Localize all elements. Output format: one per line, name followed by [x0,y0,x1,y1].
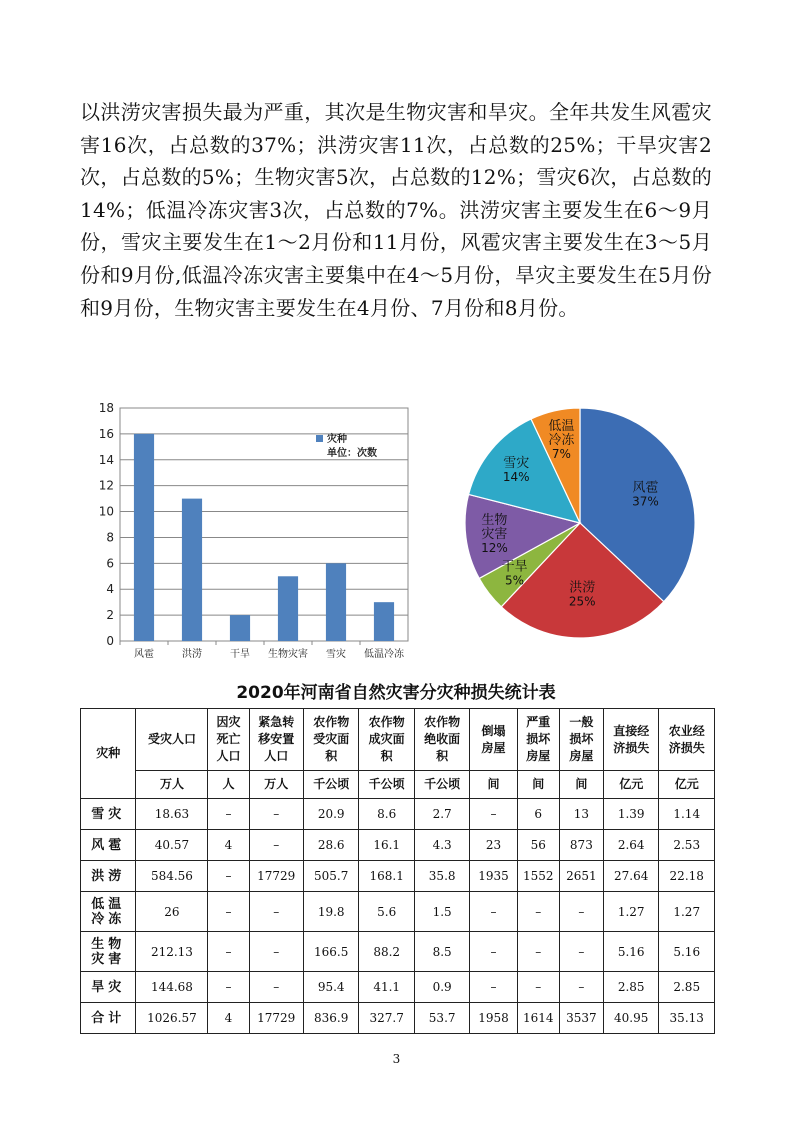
y-tick-label: 2 [106,608,114,623]
table-row [81,799,715,830]
table-cell: – [249,799,303,830]
slice-percent: 14% [502,470,530,485]
table-row [81,830,715,861]
column-unit: 千公顷 [303,771,358,799]
x-tick-label: 雪灾 [326,649,346,660]
page-number: 3 [392,1052,401,1066]
table-row [81,1003,715,1034]
column-header: 紧急转移安置人口 [249,709,303,771]
table-cell: – [559,892,603,932]
table-row [81,892,715,932]
table-cell: – [208,932,249,972]
column-header: 因灾死亡人口 [208,709,249,771]
table-cell: – [517,892,559,932]
table-cell: 327.7 [359,1003,414,1034]
table-cell: 1.14 [659,799,715,830]
y-tick-label: 14 [98,452,114,467]
table-cell: – [517,932,559,972]
table-row [81,861,715,892]
slice-label: 雪灾 [503,456,530,472]
y-tick-label: 0 [106,634,114,648]
column-header: 农作物绝收面积 [414,709,469,771]
x-tick-label: 干旱 [230,649,250,660]
column-unit: 万人 [136,771,208,799]
column-unit: 亿元 [659,771,715,799]
table-cell: 17729 [249,861,303,892]
table-cell: 16.1 [359,830,414,861]
table-cell: 35.13 [659,1003,715,1034]
legend-swatch [316,435,323,442]
table-cell: 2.53 [659,830,715,861]
table-cell: – [249,932,303,972]
table-row [81,932,715,972]
x-tick-label: 低温冷冻 [364,649,404,660]
y-tick-label: 4 [106,582,114,597]
table-cell: 168.1 [359,861,414,892]
bar [134,434,154,641]
table-cell: 35.8 [414,861,469,892]
row-header: 雪灾 [81,799,136,830]
table-cell: 873 [559,830,603,861]
table-cell: – [470,892,517,932]
table-cell: 212.13 [136,932,208,972]
column-unit: 千公顷 [414,771,469,799]
table-cell: – [249,972,303,1003]
row-header: 合计 [81,1003,136,1034]
table-cell: 2.64 [603,830,658,861]
table-cell: 8.6 [359,799,414,830]
table-cell: 166.5 [303,932,358,972]
table-cell: 1.27 [603,892,658,932]
table-title: 2020年河南省自然灾害分灾种损失统计表 [236,683,556,703]
table-cell: – [470,932,517,972]
pie-chart [455,400,705,655]
plot-frame [120,408,408,641]
table-cell: 584.56 [136,861,208,892]
column-header: 倒塌房屋 [470,709,517,771]
table-cell: 1935 [470,861,517,892]
table-row [81,972,715,1003]
row-header: 洪涝 [81,861,136,892]
table-cell: 5.6 [359,892,414,932]
table-cell: 0.9 [414,972,469,1003]
table-cell: 4.3 [414,830,469,861]
slice-label: 生物灾害 [481,512,508,542]
table-cell: – [208,892,249,932]
y-tick-label: 16 [98,426,114,441]
row-header: 风雹 [81,830,136,861]
column-header: 受灾人口 [136,709,208,771]
column-unit: 千公顷 [359,771,414,799]
table-cell: – [249,830,303,861]
table-cell: 1.27 [659,892,715,932]
table-cell: 5.16 [659,932,715,972]
slice-percent: 5% [505,573,525,588]
table-cell: 28.6 [303,830,358,861]
table-cell: 1614 [517,1003,559,1034]
column-header: 农业经济损失 [659,709,715,771]
slice-percent: 7% [551,446,571,461]
table-cell: 2.85 [603,972,658,1003]
slice-percent: 25% [568,594,596,609]
table-cell: – [470,799,517,830]
table-cell: 5.16 [603,932,658,972]
column-unit: 人 [208,771,249,799]
column-header: 严重损坏房屋 [517,709,559,771]
legend-label: 灾种 [327,434,347,445]
table-cell: – [470,972,517,1003]
table-cell: 17729 [249,1003,303,1034]
y-tick-label: 6 [106,556,114,571]
table-cell: 4 [208,1003,249,1034]
body-paragraph: 以洪涝灾害损失最为严重，其次是生物灾害和旱灾。全年共发生风雹灾害16次，占总数的37%；洪涝灾害11次，占总数的25%；干旱灾害2次，占总数的5%；生物灾害5次，占总数的12%；雪灾6次，占总数的14%；低温冷冻灾害3次，占总数的7%。洪涝灾害主要发生在6～9月份，雪灾主要发生在1～2月份和11月份，风雹灾害主要发生在3～5月份和9月份,低温冷冻灾害主要集中在4～5月份，旱灾主要发生在5月份和9月份，生物灾害主要发生在4月份、7月份和8月份。 [80,100,712,320]
legend-note: 单位：次数 [327,448,377,459]
table-cell: 18.63 [136,799,208,830]
column-unit: 亿元 [603,771,658,799]
table-cell: 1.39 [603,799,658,830]
table-cell: 4 [208,830,249,861]
row-header: 低温冷冻 [81,892,136,932]
bar [374,602,394,641]
table-cell: 505.7 [303,861,358,892]
table-cell: – [559,932,603,972]
table-cell: 53.7 [414,1003,469,1034]
table-cell: 40.95 [603,1003,658,1034]
column-unit: 万人 [249,771,303,799]
y-tick-label: 10 [98,504,114,519]
table-cell: 3537 [559,1003,603,1034]
slice-label: 风雹 [632,480,659,496]
table-cell: 95.4 [303,972,358,1003]
row-header: 生物灾害 [81,932,136,972]
corner-header: 灾种 [81,709,136,799]
slice-percent: 12% [481,540,508,555]
bar [278,576,298,641]
table-cell: 20.9 [303,799,358,830]
table-cell: 2.7 [414,799,469,830]
table-cell: 22.18 [659,861,715,892]
y-tick-label: 18 [98,401,114,415]
slice-label: 低温冷冻 [548,418,575,448]
table-cell: 27.64 [603,861,658,892]
table-cell: 144.68 [136,972,208,1003]
table-cell: 1958 [470,1003,517,1034]
y-tick-label: 12 [98,478,114,493]
table-cell: 836.9 [303,1003,358,1034]
table-cell: 41.1 [359,972,414,1003]
table-cell: 40.57 [136,830,208,861]
column-unit: 间 [517,771,559,799]
bar [182,499,202,641]
table-cell: 1.5 [414,892,469,932]
loss-statistics-table [80,708,715,1034]
table-cell: 23 [470,830,517,861]
slice-label: 干旱 [501,559,528,575]
table-cell: 1552 [517,861,559,892]
table-cell: 88.2 [359,932,414,972]
table-cell: 2.85 [659,972,715,1003]
table-cell: 6 [517,799,559,830]
bar [230,615,250,641]
table-cell: – [517,972,559,1003]
table-cell: – [208,972,249,1003]
table-cell: 56 [517,830,559,861]
table-cell: 1026.57 [136,1003,208,1034]
table-cell: 13 [559,799,603,830]
column-header: 农作物成灾面积 [359,709,414,771]
table-cell: 2651 [559,861,603,892]
column-unit: 间 [559,771,603,799]
table-cell: – [208,861,249,892]
column-header: 直接经济损失 [603,709,658,771]
table-cell: 8.5 [414,932,469,972]
row-header: 旱灾 [81,972,136,1003]
bar-chart [78,396,418,668]
y-tick-label: 8 [106,530,114,545]
x-tick-label: 风雹 [134,649,154,660]
column-header: 一般损坏房屋 [559,709,603,771]
table-cell: 26 [136,892,208,932]
table-cell: – [559,972,603,1003]
bar [326,563,346,641]
table-cell: 19.8 [303,892,358,932]
slice-percent: 37% [632,494,659,509]
table-cell: – [208,799,249,830]
x-tick-label: 生物灾害 [268,649,308,660]
slice-label: 洪涝 [569,580,596,596]
x-tick-label: 洪涝 [182,649,202,660]
column-unit: 间 [470,771,517,799]
column-header: 农作物受灾面积 [303,709,358,771]
table-cell: – [249,892,303,932]
